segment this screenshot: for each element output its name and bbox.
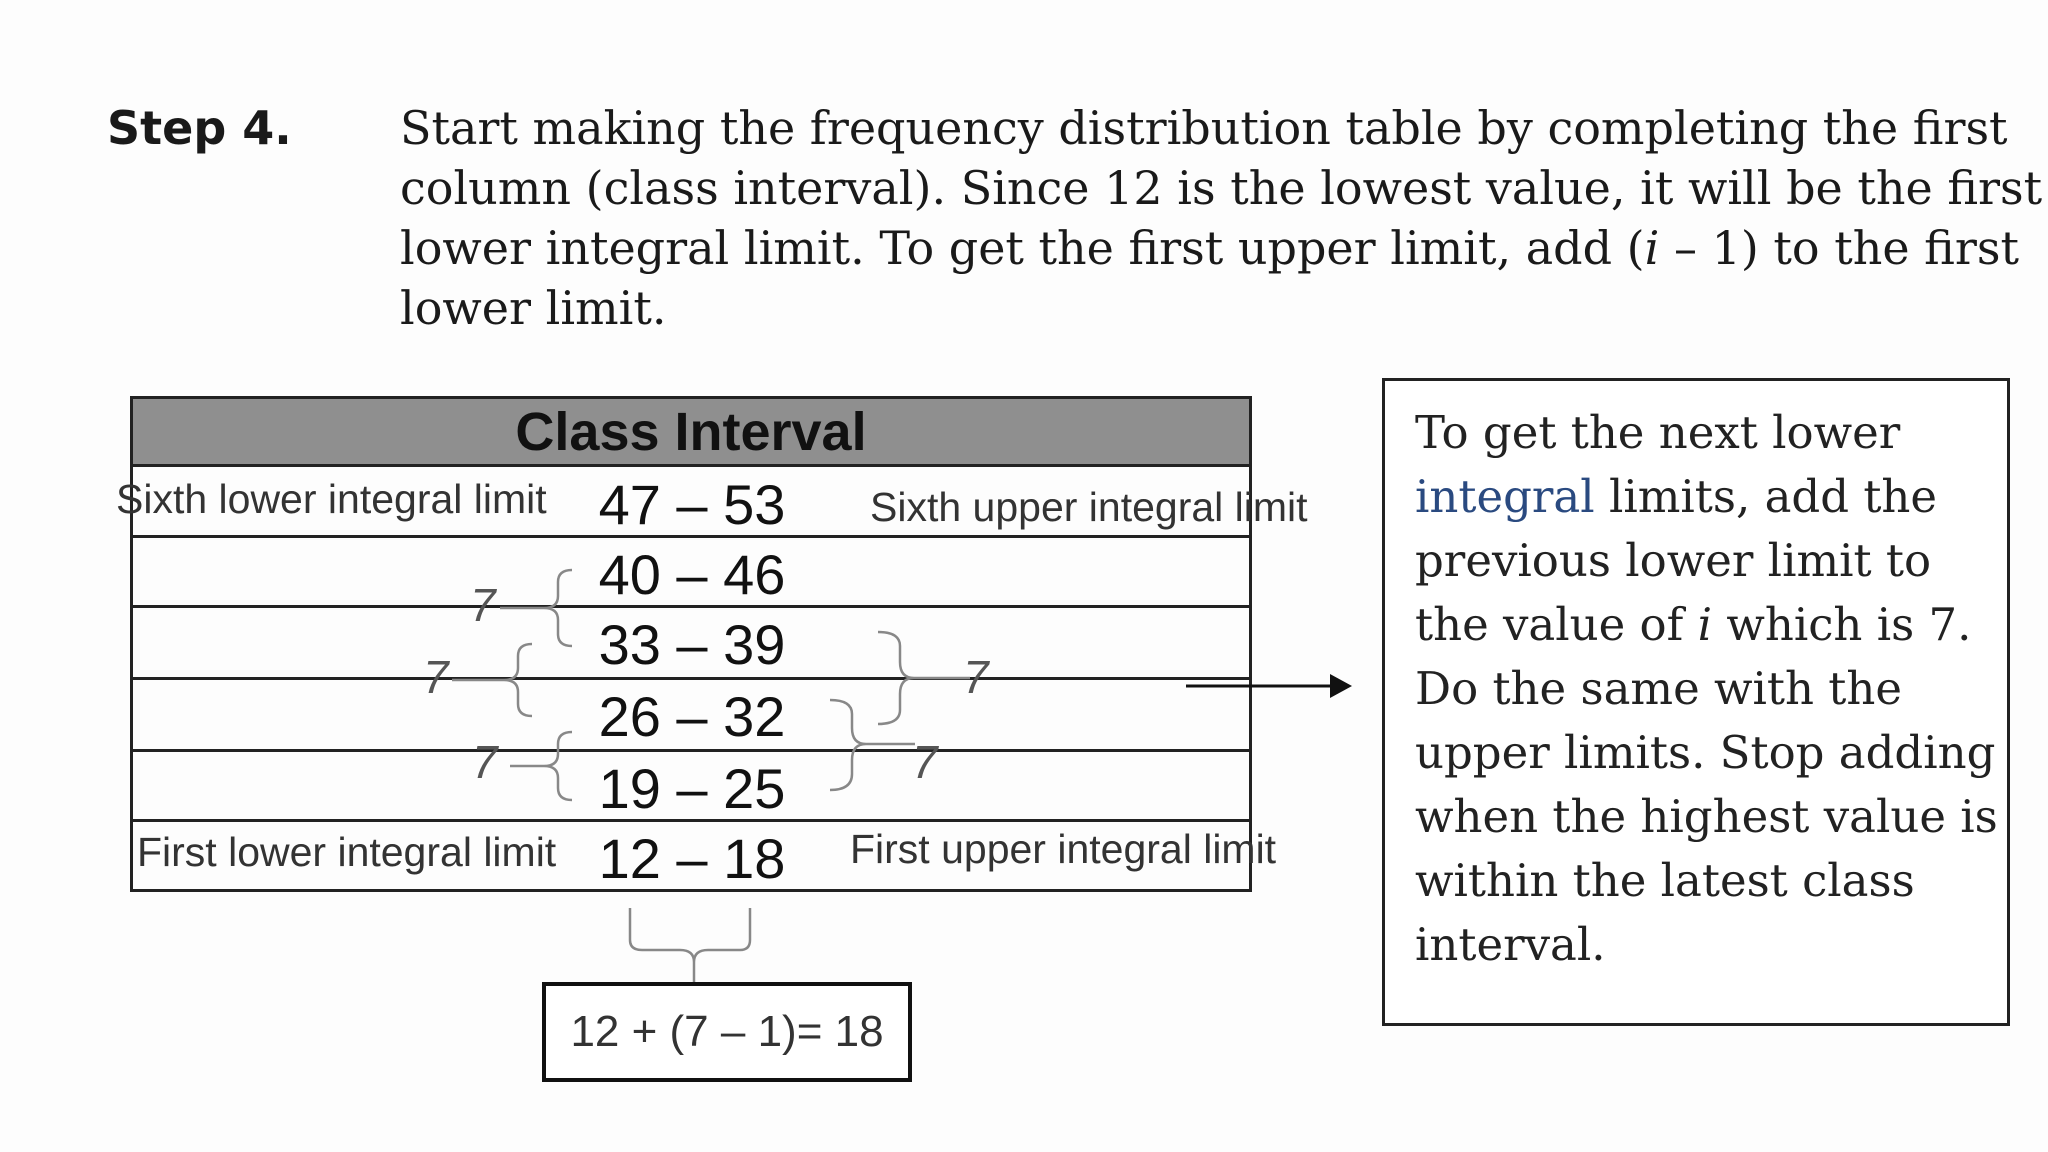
- explanation-line: interval.: [1415, 918, 1606, 971]
- step-seven-label: 7: [470, 579, 496, 631]
- sixth-lower-limit-label: Sixth lower integral limit: [116, 476, 547, 522]
- explanation-box: [1382, 378, 2010, 1026]
- explanation-line: within the latest class: [1415, 854, 1915, 907]
- interval-row-6: 47 – 53: [598, 473, 786, 536]
- step-seven-label: 7: [472, 736, 498, 788]
- explanation-fragment: limits, add the: [1594, 470, 1938, 523]
- left-brace: [504, 644, 532, 716]
- explanation-line: [1415, 593, 1997, 657]
- step-line-2: column (class interval). Since 12 is the lowest value, it will be the first: [400, 161, 2043, 215]
- variable-i: i: [1644, 221, 1660, 275]
- left-brace: [544, 570, 572, 646]
- left-brace: [544, 732, 572, 800]
- step-seven-label: 7: [963, 651, 989, 703]
- step-line-4: lower limit.: [400, 281, 667, 335]
- right-brace: [878, 632, 914, 724]
- first-lower-limit-label: First lower integral limit: [137, 829, 557, 875]
- step-label: Step 4.: [107, 101, 292, 155]
- interval-row-2: 19 – 25: [598, 757, 786, 820]
- variable-i: i: [1697, 598, 1713, 651]
- step-line-3-a: lower integral limit. To get the first upper limit, add (: [400, 221, 1645, 275]
- step-line-3-b: – 1) to the first: [1659, 221, 2019, 275]
- explanation-fragment: the value of: [1415, 598, 1698, 651]
- step-line-1: Start making the frequency distribution table by completing the first: [400, 101, 2008, 155]
- interval-row-5: 40 – 46: [598, 543, 786, 606]
- sixth-upper-limit-label: Sixth upper integral limit: [870, 484, 1308, 530]
- explanation-line: To get the next lower: [1415, 406, 1901, 459]
- explanation-line: [1415, 465, 1997, 529]
- highlighted-word: integral: [1415, 470, 1595, 523]
- interval-row-1: 12 – 18: [598, 827, 786, 890]
- explanation-line: when the highest value is: [1415, 790, 1998, 843]
- formula-box: 12 + (7 – 1)= 18: [542, 982, 912, 1082]
- explanation-fragment: which is 7.: [1712, 598, 1972, 651]
- table-header: Class Interval: [130, 396, 1252, 467]
- explanation-line: upper limits. Stop adding: [1415, 726, 1996, 779]
- explanation-line: Do the same with the: [1415, 662, 1902, 715]
- interval-row-4: 33 – 39: [598, 613, 786, 676]
- explanation-line: previous lower limit to: [1415, 534, 1932, 587]
- first-upper-limit-label: First upper integral limit: [850, 826, 1277, 872]
- step-seven-label: 7: [912, 736, 938, 788]
- right-brace: [830, 700, 866, 790]
- step-seven-label: 7: [423, 651, 449, 703]
- bottom-brace: [630, 908, 750, 962]
- arrow-head-icon: [1330, 674, 1352, 698]
- interval-row-3: 26 – 32: [598, 685, 786, 748]
